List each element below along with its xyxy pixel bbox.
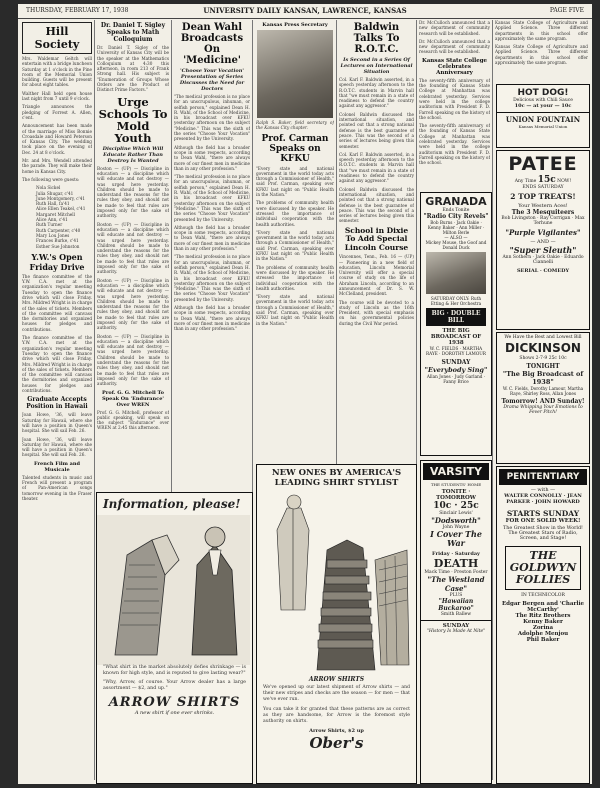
penitentiary-greatest: The Greatest Show in the World! The Greatest Stars of Radio, Screen, and Stage! [503, 526, 583, 541]
goldwyn-cast-name: Phil Baker [526, 637, 560, 643]
wahl-story: Although the field has a broader scope in some respects, according to Dean Wahl, "there are always more of our finest men in medicine than in any other profession." [174, 224, 250, 252]
baldwin-story: Colonel Baldwin discussed the international situation, and pointed out that a strong national defense is the best guarantee of peace. This was the second of a series of lectures being given this semester. [339, 186, 414, 224]
wahl-column [174, 20, 250, 500]
guest-list-intro: The following were guests: [22, 176, 80, 182]
dickinson-tag: Drama Whipping Your Emotions to Fever Pitch! [503, 405, 583, 415]
dickinson-top: We Have the Best and Lowest Bill [504, 335, 582, 340]
column-rule [94, 20, 95, 780]
granada-sunday-feat: "Everybody Sing" [424, 366, 488, 374]
guest-name: Mary Lou Jones [36, 232, 70, 238]
guest-name: Nola Sickel [36, 185, 61, 191]
page-header [18, 4, 592, 19]
carman-story: "Every state and national government in the world today acts through a Commissioner of Health," said Prof. Carman, speaking over KFKU last night on "Public Health in the Nation." [256, 229, 334, 262]
granada-feat2: Mickey Mouse, the Goof and Donald Duck [425, 240, 487, 250]
varsity-feat3: DEATH [433, 557, 479, 570]
carman-headline: Prof. Carman Speaks on KFKU [261, 133, 329, 164]
baldwin-column [339, 20, 414, 475]
dickinson-ad [496, 332, 590, 464]
patee-feat1: Your Western Aces! [518, 203, 568, 209]
dickinson-tomorrow-label: Tomorrow! [501, 398, 538, 405]
patee-serial: SERIAL · COMEDY [516, 268, 570, 274]
arrow-ad-answer: "Why, Arrow, of course. Your Arrow dealer has a large assortment — $2, and up." [103, 680, 246, 691]
guest-name: Ruth Carpenter, c'40 [36, 227, 81, 233]
french-headline: French Film and Musicale [33, 460, 81, 473]
hotdog-title: HOT DOG! [517, 88, 569, 98]
granada-tonight: Ends Tonite [442, 208, 470, 213]
carman-column [256, 20, 334, 500]
granada-sunday: SUNDAY [441, 359, 471, 366]
granada-plus: — ALSO — [444, 235, 468, 240]
union-fountain-name: UNION FOUNTAIN [497, 112, 589, 124]
granada-stars: W. C. FIELDS · MARTHA RAYE · DOROTHY LAMOUR [426, 346, 486, 356]
dickinson-and: AND [539, 398, 556, 405]
kstate-news-column [495, 20, 588, 80]
kstate-headline: Kansas State College Celebrates Anniversary [421, 57, 488, 76]
guest-name: Esther Sue Johnston [36, 243, 80, 249]
dickinson-cast: W. C. Fields, Dorothy Lamour, Martha Raye, Shirley Ross, Allan Jones [502, 386, 584, 396]
goldwyn-title: THE GOLDWYN FOLLIES [505, 546, 581, 590]
urge-story: Boston — (UP) — Discipline in education — a discipline which will educate and not destroy — was urged here yesterday. Children should be made to understand the reasons for the rules they obey, and should not be made to feel that rules are imposed only for the sake of authority. [97, 277, 169, 331]
shirt-illustration [97, 515, 250, 665]
urge-story: Boston — (UP) — Discipline in education — a discipline which will educate and not destroy — was urged here yesterday. Children should be made to understand the reasons for the rules they obey, and should not be made to feel that rules are imposed only for the sake of authority. [97, 333, 169, 387]
kstate-story: The seventy-fifth anniversary of the founding of Kansas State College at Manhattan was celebrated yesterday. Services were held in the college auditorium with President F. D. Farrell speaking on the history of the school. [419, 77, 490, 120]
society-item: Mr. and Mrs. Wendell attended the parade. They will make their home in Kansas City. [22, 158, 92, 174]
varsity-days: Friday · Saturday [432, 551, 480, 557]
varsity-feat2: I Cover The War [430, 529, 482, 548]
carman-story: The problems of community health were discussed by the speaker. He stressed the importance of individual cooperation with the health authorities. [256, 264, 334, 291]
patee-name: PATEE [508, 153, 578, 175]
society-item: Walther Hall held open house last night from 7 until 9 o'clock. [22, 90, 92, 102]
sigley-headline: Dr. Daniel T. Sigley Speaks to Math Colloquium [100, 22, 166, 43]
goldwyn-cast-name: Edgar Bergen and 'Charlie McCarthy' [501, 601, 585, 613]
dixie-story: The course will be devoted to a study of Lincoln as the 16th President, with special emphasis on his governmental policies during the Civil War period. [339, 299, 414, 326]
ywca-headline: Y.W.'s Open Friday Drive [29, 251, 85, 272]
wahl-story: Although the field has a broader scope in some respects, according to Dean Wahl, "there are always more of our finest men in medicine than in any other profession." [174, 144, 250, 171]
hotdog-ad [496, 84, 590, 148]
varsity-sunday-feat: "History Is Made At Nite" [426, 629, 486, 634]
varsity-ad [420, 460, 492, 784]
guest-name: Ruth Hall, fa'41 [36, 201, 70, 207]
baldwin-story: Colonel Baldwin discussed the international situation, and pointed out that a strong national defense is the best guarantee of peace. This was the second of a series of lectures being given this semester. [339, 111, 414, 149]
varsity-price: 10c · 25c [433, 501, 479, 511]
granada-ad [420, 192, 492, 456]
urge-headline: Urge Schools To Mold Youth [98, 94, 168, 145]
varsity-sunday: SUNDAY [421, 620, 491, 629]
hotdog-line: Delicious with Chili Sauce [513, 98, 573, 103]
guest-name: Alice Ann, c'41 [36, 217, 68, 223]
patee-anytime-label: Any Time [514, 179, 537, 184]
patee-anytime [497, 175, 589, 185]
obers-body: We've opened up our latest shipment of Arrow shirts — and their new stripes and checks are the season — for men — that we've ever run. [263, 685, 410, 702]
hotdog-price: 10c — at your — 10c [514, 103, 572, 109]
page-number: PAGE FIVE [549, 7, 584, 14]
ywca-story: The finance committee of the Y.W. C.A. met at the organization's regular meeting Tuesday to open the finance drive which will close Friday. Mrs. Mildred Wright is in charge of the sales of tickets. Members of the committee will canvass the dormitories and organized houses for pledges and contributions. [22, 335, 92, 394]
varsity-tonight: TONITE · TOMORROW [436, 489, 476, 501]
penitentiary-starts: STARTS SUNDAY [506, 509, 580, 518]
patee-ends: ENDS SATURDAY [522, 185, 564, 190]
mcculloch-story: Dr. McCulloch announced that a new department of community research will be established. [419, 20, 490, 36]
dickinson-feat: "The Big Broadcast of 1938" [502, 370, 584, 386]
wahl-story: "The medical profession is no place for an unscrupulous, inhuman, or selfish person," explained Dean H. R. Wahl, of the School of Medicine, in his broadcast over KFKU yesterday afternoon on the subject "Medicine." This was the sixth of the series "Choose Your Vocation" presented by the University. [174, 254, 250, 302]
hill-society-column [22, 20, 92, 780]
urge-subheadline: Discipline Which Will Educate Rather Than Destroy Is Wanted [102, 145, 164, 164]
varsity-starring: Smith Ballew [440, 612, 472, 617]
dickinson-times: Shows 2-7-9 25c 10c [519, 356, 567, 361]
mitchell-headline: Prof. G. G. Mitchell To Speak On 'Endurance' Over WREN [102, 389, 164, 408]
shirts-display-illustration [257, 490, 414, 690]
union-fountain-sub: Kansas Memorial Union [518, 124, 568, 129]
carman-story: "Every state and national government in the world today acts through a Commissioner of Health," said Prof. Carman, speaking over KFKU last night on "Public Health in the Nation." [256, 294, 334, 326]
wahl-story: Although the field has a broader scope in some respects, according to Dean Wahl, "there are always more of our finest men in medicine than in any other profession." [174, 304, 250, 332]
dickinson-tonight: TONIGHT [526, 363, 560, 370]
mitchell-story: Prof. G. G. Mitchell, professor of public speaking, will speak on the subject "Endurance" over WREN at 2:45 this afternoon. [97, 409, 169, 431]
granada-bigshow: THE BIG BROADCAST OF 1938 [430, 328, 482, 346]
graduate-story: Joan Howe, '36, will leave Saturday for Hawaii, where she will have a position in Queen's hospital. She will sail Feb. 26. [22, 436, 92, 458]
dickinson-tomorrow [497, 398, 589, 405]
column-rule [492, 20, 493, 780]
varsity-name: VARSITY [423, 463, 489, 480]
dixie-story: Vincennes, Tenn., Feb. 16 — (UP) — Pioneering in a new field of education, Lincoln Memorial University will offer a special course of study on the life of Abraham Lincoln, according to an announcement of Dr. S. W. McClelland, president. [339, 254, 414, 297]
granada-feat1: "Radio City Revels" [423, 213, 489, 220]
graduate-story: Joan Howe, '36, will leave Saturday for Hawaii, where she will have a position in Queen's hospital. She will sail Feb. 26. [22, 412, 92, 434]
penitentiary-cast: WALTER CONNOLLY · JEAN PARKER · JOHN HOWARD [504, 493, 582, 505]
obers-logo: Ober's [309, 733, 364, 752]
kstate-news-story: Kansas State College of Agriculture and Applied Science. Three different departments in this school offer approximately the same program. [495, 20, 588, 41]
patee-and: — AND — [530, 239, 556, 245]
patee-ad [496, 150, 590, 330]
wahl-subheadline: 'Choose Your Vocation' Presentation of Series Discusses the Need for Doctors [179, 68, 245, 92]
kstate-news-story: Kansas State College of Agriculture and Applied Science. Three different departments in this school offer approximately the same program. [495, 44, 588, 66]
guest-list [22, 185, 92, 249]
guest-name: Ruth Turner [36, 222, 63, 228]
obers-sub: Arrow Shirts, $2 up [309, 727, 364, 734]
carman-story: The problems of community health were discussed by the speaker. He stressed the importance of individual cooperation with the health authorities. [256, 200, 334, 227]
arrow-ad-body: "What shirt in the market absolutely defies shrinkage — is known for high style, and is reputed to give lasting wear?" [103, 665, 246, 676]
patee-feat1b: The 3 Mesquiteers [511, 209, 575, 216]
guest-name: June Montgomery, c'41 [36, 195, 86, 201]
wahl-story: "The medical profession is no place for an unscrupulous, inhuman, or selfish person," explained Dean H. R. Wahl, of the School of Medicine, in his broadcast over KFKU yesterday afternoon on the subject "Medicine." This was the sixth of the series "Choose Your Vocation" presented by the University. [174, 94, 250, 142]
dixie-headline: School in Dixie To Add Special Lincoln Course [344, 225, 409, 252]
arrow-shirts-ad [96, 492, 253, 784]
penitentiary-ad [496, 466, 590, 784]
varsity-cast2: John Wayne [442, 525, 470, 530]
newspaper-page [18, 4, 592, 784]
obers-headline: NEW ONES BY AMERICA'S LEADING SHIRT STYLIST [271, 468, 402, 488]
granada-band: SATURDAY ONLY: Ruth Etting & Her Orchestra [430, 296, 482, 306]
hill-society-title: Hill Society [22, 22, 92, 54]
guest-name: Frances Burke, c'41 [36, 238, 79, 244]
obers-arrow-ad [256, 464, 417, 784]
patee-cast3: Ann Sothern · Jack Oakie · Eduardo Ciannelli [502, 255, 584, 265]
varsity-plus: PLUS [449, 593, 463, 598]
graduate-headline: Graduate Accepts Position in Hawaii [26, 396, 88, 411]
photo-caption: Ralph S. Baker, field secretary of the Kansas City chapter. [256, 120, 334, 131]
header-date: THURSDAY, FEBRUARY 17, 1938 [26, 7, 129, 14]
varsity-sub: THE STUDENTS' HOME [430, 482, 482, 487]
penitentiary-with: — with — [530, 487, 556, 493]
goldwyn-cast-name: Kenny Baker [523, 619, 563, 625]
obers-arrow-tag: ARROW SHIRTS [308, 676, 365, 683]
urge-story: Boston — (UP) — Discipline in education — a discipline which will educate and not destroy — was urged here yesterday. Children should be made to understand the reasons for the rules they obey, and should not be made to feel that rules are imposed only for the sake of authority. [97, 221, 169, 275]
baldwin-story: Col. Karl F. Baldwin asserted, in a speech yesterday afternoon to the R.O.T.C. students in Marvin hall that "we must remain in a state of readiness to defend the country against any aggressor." [339, 151, 414, 184]
goldwyn-extra: IN TECHNICOLOR [521, 593, 565, 598]
granada-cast1: Bob Burns · Jack Oakie · Kenny Baker · Ann Miller · Milton Berle [427, 220, 485, 235]
goldwyn-cast-name: The Ritz Brothers [515, 613, 571, 619]
society-item: Triangle announces the pledging of Forrest A. Allen, c'ent. [22, 104, 92, 120]
urge-schools-column [97, 20, 169, 500]
patee-feat2: "Purple Vigilantes" [505, 228, 581, 237]
guest-name: Margaret Mitchell [36, 211, 75, 217]
varsity-feat4: "The Westland Case" [427, 575, 485, 593]
granada-photo [426, 252, 486, 294]
arrow-brand: ARROW SHIRTS [108, 695, 241, 710]
society-item: Mrs. Waldemar Geltch will entertain with a bridge luncheon Saturday at 1 o'clock in the Pine room of the Memorial Union building. Guests will be present for about eight tables. [22, 56, 92, 88]
portrait-photo [257, 30, 333, 118]
arrow-ad-headline: Information, please! [103, 497, 241, 511]
dickinson-sunday: Sunday! [557, 398, 585, 405]
varsity-cast1: Sinclair Lewis' [439, 511, 473, 516]
varsity-feat1: "Dodsworth" [431, 516, 481, 525]
baldwin-story: Col. Karl F. Baldwin asserted, in a speech yesterday afternoon to the R.O.T.C. students in Marvin hall that "we must remain in a state of readiness to defend the country against any aggressor." [339, 77, 414, 109]
granada-sunday-cast: Allan Jones · Judy Garland · Fanny Brice [426, 374, 486, 384]
patee-feat3: "Super Sleuth" [509, 245, 577, 255]
obers-body2: You can take it for granted that these patterns are as correct as they are handsome, for Arrow is the foremost style authority on shirts. [263, 707, 410, 724]
varsity-cast3: Mack Time · Preston Foster [424, 570, 488, 575]
baldwin-headline: Baldwin Talks To R.O.T.C. [353, 22, 400, 55]
kstate-column [419, 20, 490, 200]
patee-price: 15c [537, 175, 556, 185]
goldwyn-cast-name: Adolphe Menjou [517, 631, 569, 637]
patee-cast1: Bob Livingston · Ray Corrigan · Max Terhune [501, 216, 585, 226]
masthead: UNIVERSITY DAILY KANSAN, LAWRENCE, KANSAS [203, 6, 407, 15]
society-item: Announcement has been made of the marriage of Miss Bonnie Croasdale and Howard Peterson of Kansas City. The wedding took place on the evening of Dec. 24 at 8 o'clock. [22, 123, 92, 155]
carman-story: "Every state and national government in the world today acts through a Commissioner of Health," said Prof. Carman, speaking over KFKU last night on "Public Health in the Nation." [256, 165, 334, 198]
patee-now: NOW! [557, 179, 572, 184]
arrow-tagline: A new shirt if one ever shrinks. [134, 710, 215, 716]
patee-hits: 2 TOP TREATS! [510, 192, 576, 201]
guest-name: Alice Ellen Teakel, c'41 [36, 206, 86, 212]
kstate-story: The seventy-fifth anniversary of the founding of Kansas State College at Manhattan was celebrated yesterday. Services were held in the college auditorium with President F. D. Farrell speaking on the history of the school. [419, 123, 490, 166]
mcculloch-story: Dr. McCulloch announced that a new department of community research will be established. [419, 38, 490, 55]
granada-double: BIG · DOUBLE BILL [426, 308, 486, 326]
urge-story: Boston — (UP) — Discipline in education — a discipline which will educate and not destroy — was urged here yesterday. Children should be made to understand the reasons for the rules they obey, and should not be made to feel that rules are imposed only for the sake of authority. [97, 165, 169, 219]
varsity-feat5: "Hawaiian Buckaroo" [438, 598, 474, 612]
kansas-headline: Kansas Press Secretary [262, 22, 328, 28]
wahl-story: "The medical profession is no place for an unscrupulous, inhuman, or selfish person," explained Dean H. R. Wahl, of the School of Medicine, in his broadcast over KFKU yesterday afternoon on the subject "Medicine." This was the sixth of the series "Choose Your Vocation" presented by the University. [174, 174, 250, 222]
granada-name: GRANADA [425, 195, 487, 208]
dickinson-name: DICKINSON [505, 341, 581, 355]
goldwyn-cast-name: Zorina [532, 625, 554, 631]
ywca-story: The finance committee of the Y.W. C.A. met at the organization's regular meeting Tuesday to open the finance drive which will close Friday. Mrs. Mildred Wright is in charge of the sales of tickets. Members of the committee will canvass the dormitories and organized houses for pledges and contributions. [22, 273, 92, 332]
wahl-headline: Dean Wahl Broadcasts On 'Medicine' [180, 22, 244, 66]
baldwin-subheadline: Is Second in a Series Of Lectures on International Situation [340, 57, 413, 75]
guest-name: Julia Shugar, c'41 [36, 190, 74, 196]
sigley-story: Dr. Daniel T. Sigley of the University of Kansas City will be the speaker at the Mathematics Colloquium at 4:30 this afternoon, in room 213 of Frank Strong hall. His subject is "Enumeration of Groups Whose Orders are the Product of Distinct Prime Factors." [97, 45, 169, 93]
french-story: Talented students in music and French will present a program of Pan-American songs tomorrow evening in the Fraser theater. [22, 474, 92, 501]
penitentiary-for: FOR ONE SOLID WEEK! [505, 518, 581, 524]
penitentiary-name: PENITENTIARY [499, 469, 587, 485]
